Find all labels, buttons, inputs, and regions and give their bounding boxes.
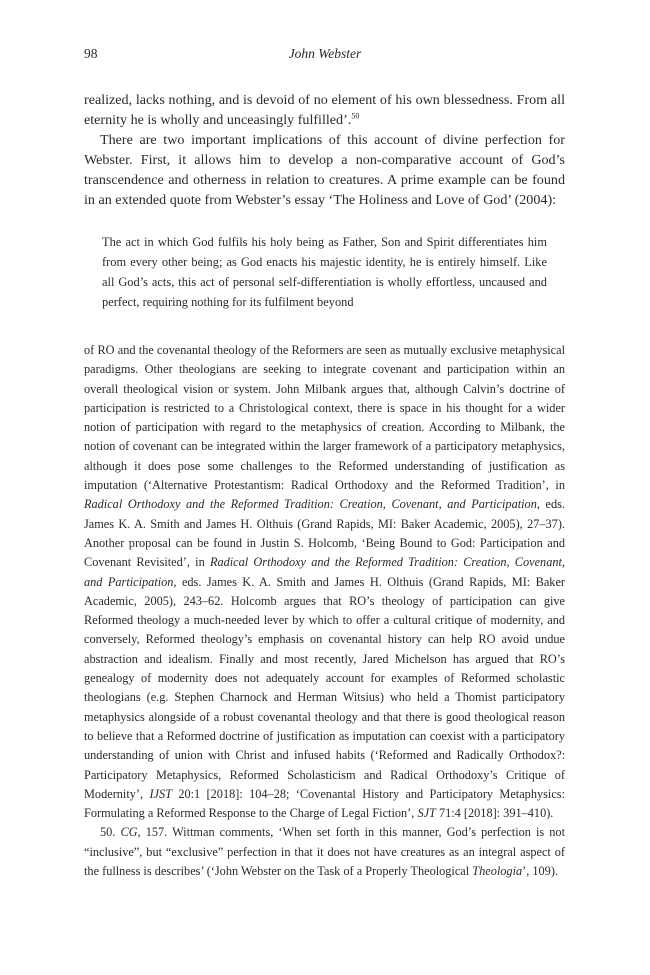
quote-text: The act in which God fulfils his holy being as Father, Son and Spirit differentiates him from every other being; as God enacts his majestic identity, he is entirely himself. Like all God’s acts, this act of personal self-differentiation is wholly effortless, uncaused and perfect, requiring nothing for its fulfilment beyond bbox=[102, 235, 547, 309]
footnotes bbox=[84, 341, 565, 881]
footnote-reference: 50 bbox=[351, 111, 360, 121]
body-paragraph: There are two important implications of this account of divine perfection for Webster. First, it allows him to develop a non-comparative account of God’s transcendence and otherness in relation to creatures. A prime example can be found in an extended quote from Webster’s essay ‘The Holiness and Love of God’ (2004): bbox=[84, 132, 565, 208]
block-quote bbox=[102, 232, 547, 312]
body-paragraph: realized, lacks nothing, and is devoid of no element of his own blessedness. From all eternity he is wholly and unceasingly fulfilled’.$^{50}$ bbox=[84, 92, 565, 128]
footnote-50: 50. CG, 157. Wittman comments, ‘When set forth in this manner, God’s perfection is not “inclusive”, but “exclusive” perfection in that it does not have creatures as an integral aspect of the fullness is describes’ (‘John Webster on the Task of a Properly Theological Theologia’, 109). bbox=[84, 825, 565, 879]
footnote-continuation: of RO and the covenantal theology of the Reformers are seen as mutually exclusive metaphysical paradigms. Other theologians are seeking to integrate covenant and participation within an overall theological vision or system. John Milbank argues that, although Calvin’s doctrine of participation is restricted to a Christological context, there is space in his thought for a wider notion of participation with regard to the metaphysics of creation. According to Milbank, the notion of covenant can be integrated within the larger framework of a participatory metaphysics, although it does pose some challenges to the Reformed understanding of justification as imputation (‘Alternative Protestantism: Radical Orthodoxy and the Reformed Tradition’, in Radical Orthodoxy and the Reformed Tradition: Creation, Covenant, and Participation, eds. James K. A. Smith and James H. Olthuis (Grand Rapids, MI: Baker Academic, 2005), 27–37). Another proposal can be found in Justin S. Holcomb, ‘Being Bound to God: Participation and Covenant Revisited’, in Radical Orthodoxy and the Reformed Tradition: Creation, Covenant, and Participation, eds. James K. A. Smith and James H. Olthuis (Grand Rapids, MI: Baker Academic, 2005), 243–62. Holcomb argues that RO’s theology of participation can give Reformed theology a much-needed lever by which to offer a cultural critique of modernity, and conversely, Reformed theology’s emphasis on covenantal history can help RO avoid undue abstraction and idealism. Finally and most recently, Jared Michelson has argued that RO’s genealogy of modernity does not adequately account for examples of Reformed scholastic theologians (e.g. Stephen Charnock and Herman Witsius) who held a Thomist participatory metaphysics alongside of a robust covenantal theology and that there is good theological reason to believe that a Reformed doctrine of justification as imputation can coexist with a participatory understanding of union with Christ and infused habits (‘Reformed and Radically Orthodox?: Participatory Metaphysics, Reformed Scholasticism and Radical Orthodoxy’s Critique of Modernity’, IJST 20:1 [2018]: 104–28; ‘Covenantal History and Participatory Metaphysics: Formulating a Reformed Response to the Charge of Legal Fiction’, SJT 71:4 [2018]: 391–410). bbox=[84, 343, 565, 821]
page-number: 98 bbox=[84, 46, 98, 61]
running-head: John Webster bbox=[288, 46, 362, 61]
main-text bbox=[84, 90, 565, 210]
